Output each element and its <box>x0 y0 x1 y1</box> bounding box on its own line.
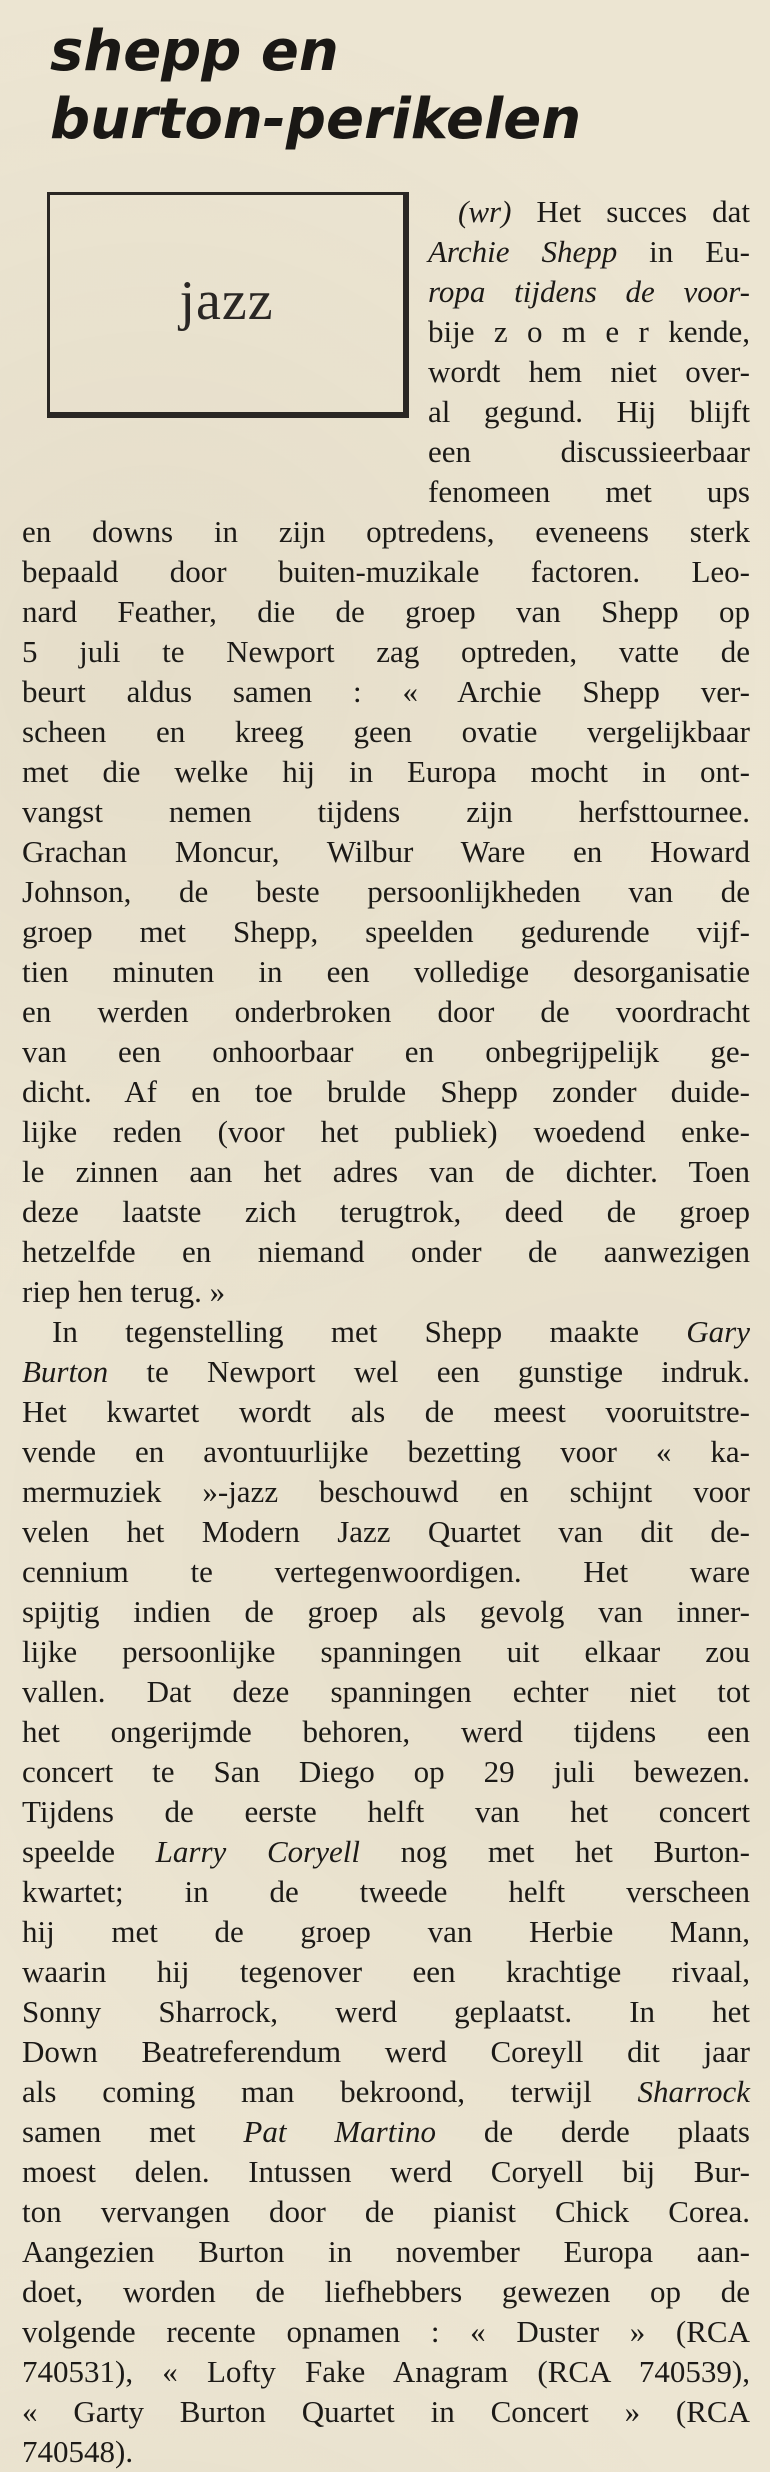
body-line <box>428 352 750 392</box>
text-run: tien minuten in een volledige desorganisatie <box>22 954 750 989</box>
text-run: speelde <box>22 1834 156 1869</box>
text-run: 740531), « Lofty Fake Anagram (RCA 740539), <box>22 2354 750 2389</box>
body-line <box>428 312 750 352</box>
emphasis-text: Pat Martino <box>243 2114 436 2149</box>
text-run: bije z o m e r kende, <box>428 314 750 349</box>
body-line <box>22 1832 750 1872</box>
text-run: samen met <box>22 2114 244 2149</box>
body-line <box>22 592 750 632</box>
text-run: spijtig indien de groep als gevolg van inner- <box>22 1594 750 1629</box>
body-line <box>22 2032 750 2072</box>
text-run: Johnson, de beste persoonlijkheden van de <box>22 874 750 909</box>
text-run: Tijdens de eerste helft van het concert <box>22 1794 750 1829</box>
body-line <box>428 392 750 432</box>
body-line <box>22 1712 750 1752</box>
body-line <box>22 512 750 552</box>
body-line <box>22 1872 750 1912</box>
text-run: doet, worden de liefhebbers gewezen op de <box>22 2274 750 2309</box>
text-run: Aangezien Burton in november Europa aan- <box>22 2234 750 2269</box>
body-line <box>22 1632 750 1672</box>
body-line <box>22 1032 750 1072</box>
emphasis-text: Sharrock <box>637 2074 750 2109</box>
text-run: ton vervangen door de pianist Chick Corea. <box>22 2194 750 2229</box>
body-line <box>22 2112 750 2152</box>
text-run: cennium te vertegenwoordigen. Het ware <box>22 1554 750 1589</box>
body-line <box>22 1792 750 1832</box>
text-run: le zinnen aan het adres van de dichter. Toen <box>22 1154 750 1189</box>
body-line <box>428 232 750 272</box>
text-run: een discussieerbaar <box>428 434 750 469</box>
body-line <box>22 632 750 672</box>
body-line <box>22 2432 750 2472</box>
text-run: 5 juli te Newport zag optreden, vatte de <box>22 634 750 669</box>
body-line <box>22 1432 750 1472</box>
text-run: van een onhoorbaar en onbegrijpelijk ge- <box>22 1034 750 1069</box>
text-run: « Garty Burton Quartet in Concert » (RCA <box>22 2394 750 2429</box>
article <box>22 0 751 2469</box>
text-run: riep hen terug. » <box>22 1274 226 1309</box>
emphasis-text: Burton <box>22 1354 109 1389</box>
body-line <box>22 2352 750 2392</box>
text-run: vallen. Dat deze spanningen echter niet tot <box>22 1674 750 1709</box>
text-run: Sonny Sharrock, werd geplaatst. In het <box>22 1994 750 2029</box>
text-run: en werden onderbroken door de voordracht <box>22 994 750 1029</box>
text-run: 740548). <box>22 2434 134 2469</box>
body-line <box>22 1752 750 1792</box>
text-run: waarin hij tegenover een krachtige rivaal, <box>22 1954 750 1989</box>
emphasis-text: Gary <box>686 1314 750 1349</box>
text-run: groep met Shepp, speelden gedurende vijf- <box>22 914 750 949</box>
section-box <box>47 192 409 418</box>
body-line <box>22 1112 750 1152</box>
body-line <box>22 1192 750 1232</box>
text-run: vende en avontuurlijke bezetting voor « ka- <box>22 1434 750 1469</box>
text-run: hetzelfde en niemand onder de aanwezigen <box>22 1234 750 1269</box>
body-line <box>22 1272 750 1312</box>
text-run: mermuziek »-jazz beschouwd en schijnt voor <box>22 1474 750 1509</box>
body-line <box>52 1312 750 1352</box>
body-line <box>22 1152 750 1192</box>
body-line <box>22 1352 750 1392</box>
text-run: kwartet; in de tweede helft verscheen <box>22 1874 750 1909</box>
text-run: In tegenstelling met Shepp maakte <box>52 1314 687 1349</box>
text-run: Grachan Moncur, Wilbur Ware en Howard <box>22 834 750 869</box>
body-line <box>22 752 750 792</box>
headline <box>50 18 581 154</box>
body-line <box>22 912 750 952</box>
text-run: deze laatste zich terugtrok, deed de groep <box>22 1194 750 1229</box>
text-run: moest delen. Intussen werd Coryell bij Bur- <box>22 2154 750 2189</box>
body-line <box>428 272 750 312</box>
body-line <box>22 1992 750 2032</box>
text-run: vangst nemen tijdens zijn herfsttournee. <box>22 794 750 829</box>
body-line <box>22 832 750 872</box>
body-line <box>22 1512 750 1552</box>
body-line <box>22 1672 750 1712</box>
body-line <box>458 192 750 232</box>
text-run: hij met de groep van Herbie Mann, <box>22 1914 750 1949</box>
body-line <box>22 1952 750 1992</box>
text-run: al gegund. Hij blijft <box>428 394 750 429</box>
text-run: nard Feather, die de groep van Shepp op <box>22 594 750 629</box>
text-run: te Newport wel een gunstige indruk. <box>108 1354 750 1389</box>
text-run: scheen en kreeg geen ovatie vergelijkbaar <box>22 714 750 749</box>
emphasis-text: Larry Coryell <box>155 1834 360 1869</box>
body-line <box>22 1912 750 1952</box>
text-run: nog met het Burton- <box>359 1834 750 1869</box>
body-line <box>22 2192 750 2232</box>
body-line <box>22 2272 750 2312</box>
text-run: en downs in zijn optredens, eveneens sterk <box>22 514 750 549</box>
text-run: als coming man bekroond, terwijl <box>22 2074 638 2109</box>
body-line <box>22 2312 750 2352</box>
body-line <box>22 1592 750 1632</box>
text-run: Het kwartet wordt als de meest vooruitstre- <box>22 1394 750 1429</box>
text-run: concert te San Diego op 29 juli bewezen. <box>22 1754 750 1789</box>
section-label: jazz <box>179 269 274 332</box>
body-line <box>22 1392 750 1432</box>
text-run: velen het Modern Jazz Quartet van dit de- <box>22 1514 750 1549</box>
body-line <box>22 952 750 992</box>
emphasis-text: (wr) <box>458 194 537 229</box>
body-line <box>22 712 750 752</box>
body-line <box>22 2232 750 2272</box>
text-run: de derde plaats <box>435 2114 750 2149</box>
text-run: Het succes dat <box>536 194 751 229</box>
text-run: volgende recente opnamen : « Duster » (RCA <box>22 2314 750 2349</box>
body-line <box>428 432 750 472</box>
text-run: met die welke hij in Europa mocht in ont- <box>22 754 750 789</box>
text-run: het ongerijmde behoren, werd tijdens een <box>22 1714 750 1749</box>
emphasis-text: ropa tijdens de voor- <box>428 274 750 309</box>
body-line <box>22 792 750 832</box>
body-line <box>22 552 750 592</box>
text-run: wordt hem niet over- <box>428 354 750 389</box>
text-run: in Eu- <box>617 234 750 269</box>
headline-line-2: burton-perikelen <box>50 87 582 152</box>
body-line <box>22 2072 750 2112</box>
body-line <box>428 472 750 512</box>
body-line <box>22 1552 750 1592</box>
emphasis-text: Archie Shepp <box>428 234 618 269</box>
body-line <box>22 992 750 1032</box>
text-run: Down Beatreferendum werd Coreyll dit jaar <box>22 2034 750 2069</box>
body-line <box>22 1472 750 1512</box>
text-run: lijke persoonlijke spanningen uit elkaar zou <box>22 1634 750 1669</box>
text-run: lijke reden (voor het publiek) woedend enke- <box>22 1114 750 1149</box>
text-run: dicht. Af en toe brulde Shepp zonder duide- <box>22 1074 750 1109</box>
text-run: bepaald door buiten-muzikale factoren. Leo- <box>22 554 750 589</box>
body-line <box>22 1072 750 1112</box>
body-line <box>22 672 750 712</box>
body-line <box>22 1232 750 1272</box>
body-line <box>22 2152 750 2192</box>
text-run: beurt aldus samen : « Archie Shepp ver- <box>22 674 750 709</box>
body-line <box>22 872 750 912</box>
headline-line-1: shepp en <box>50 19 339 84</box>
body-line <box>22 2392 750 2432</box>
text-run: fenomeen met ups <box>428 474 750 509</box>
